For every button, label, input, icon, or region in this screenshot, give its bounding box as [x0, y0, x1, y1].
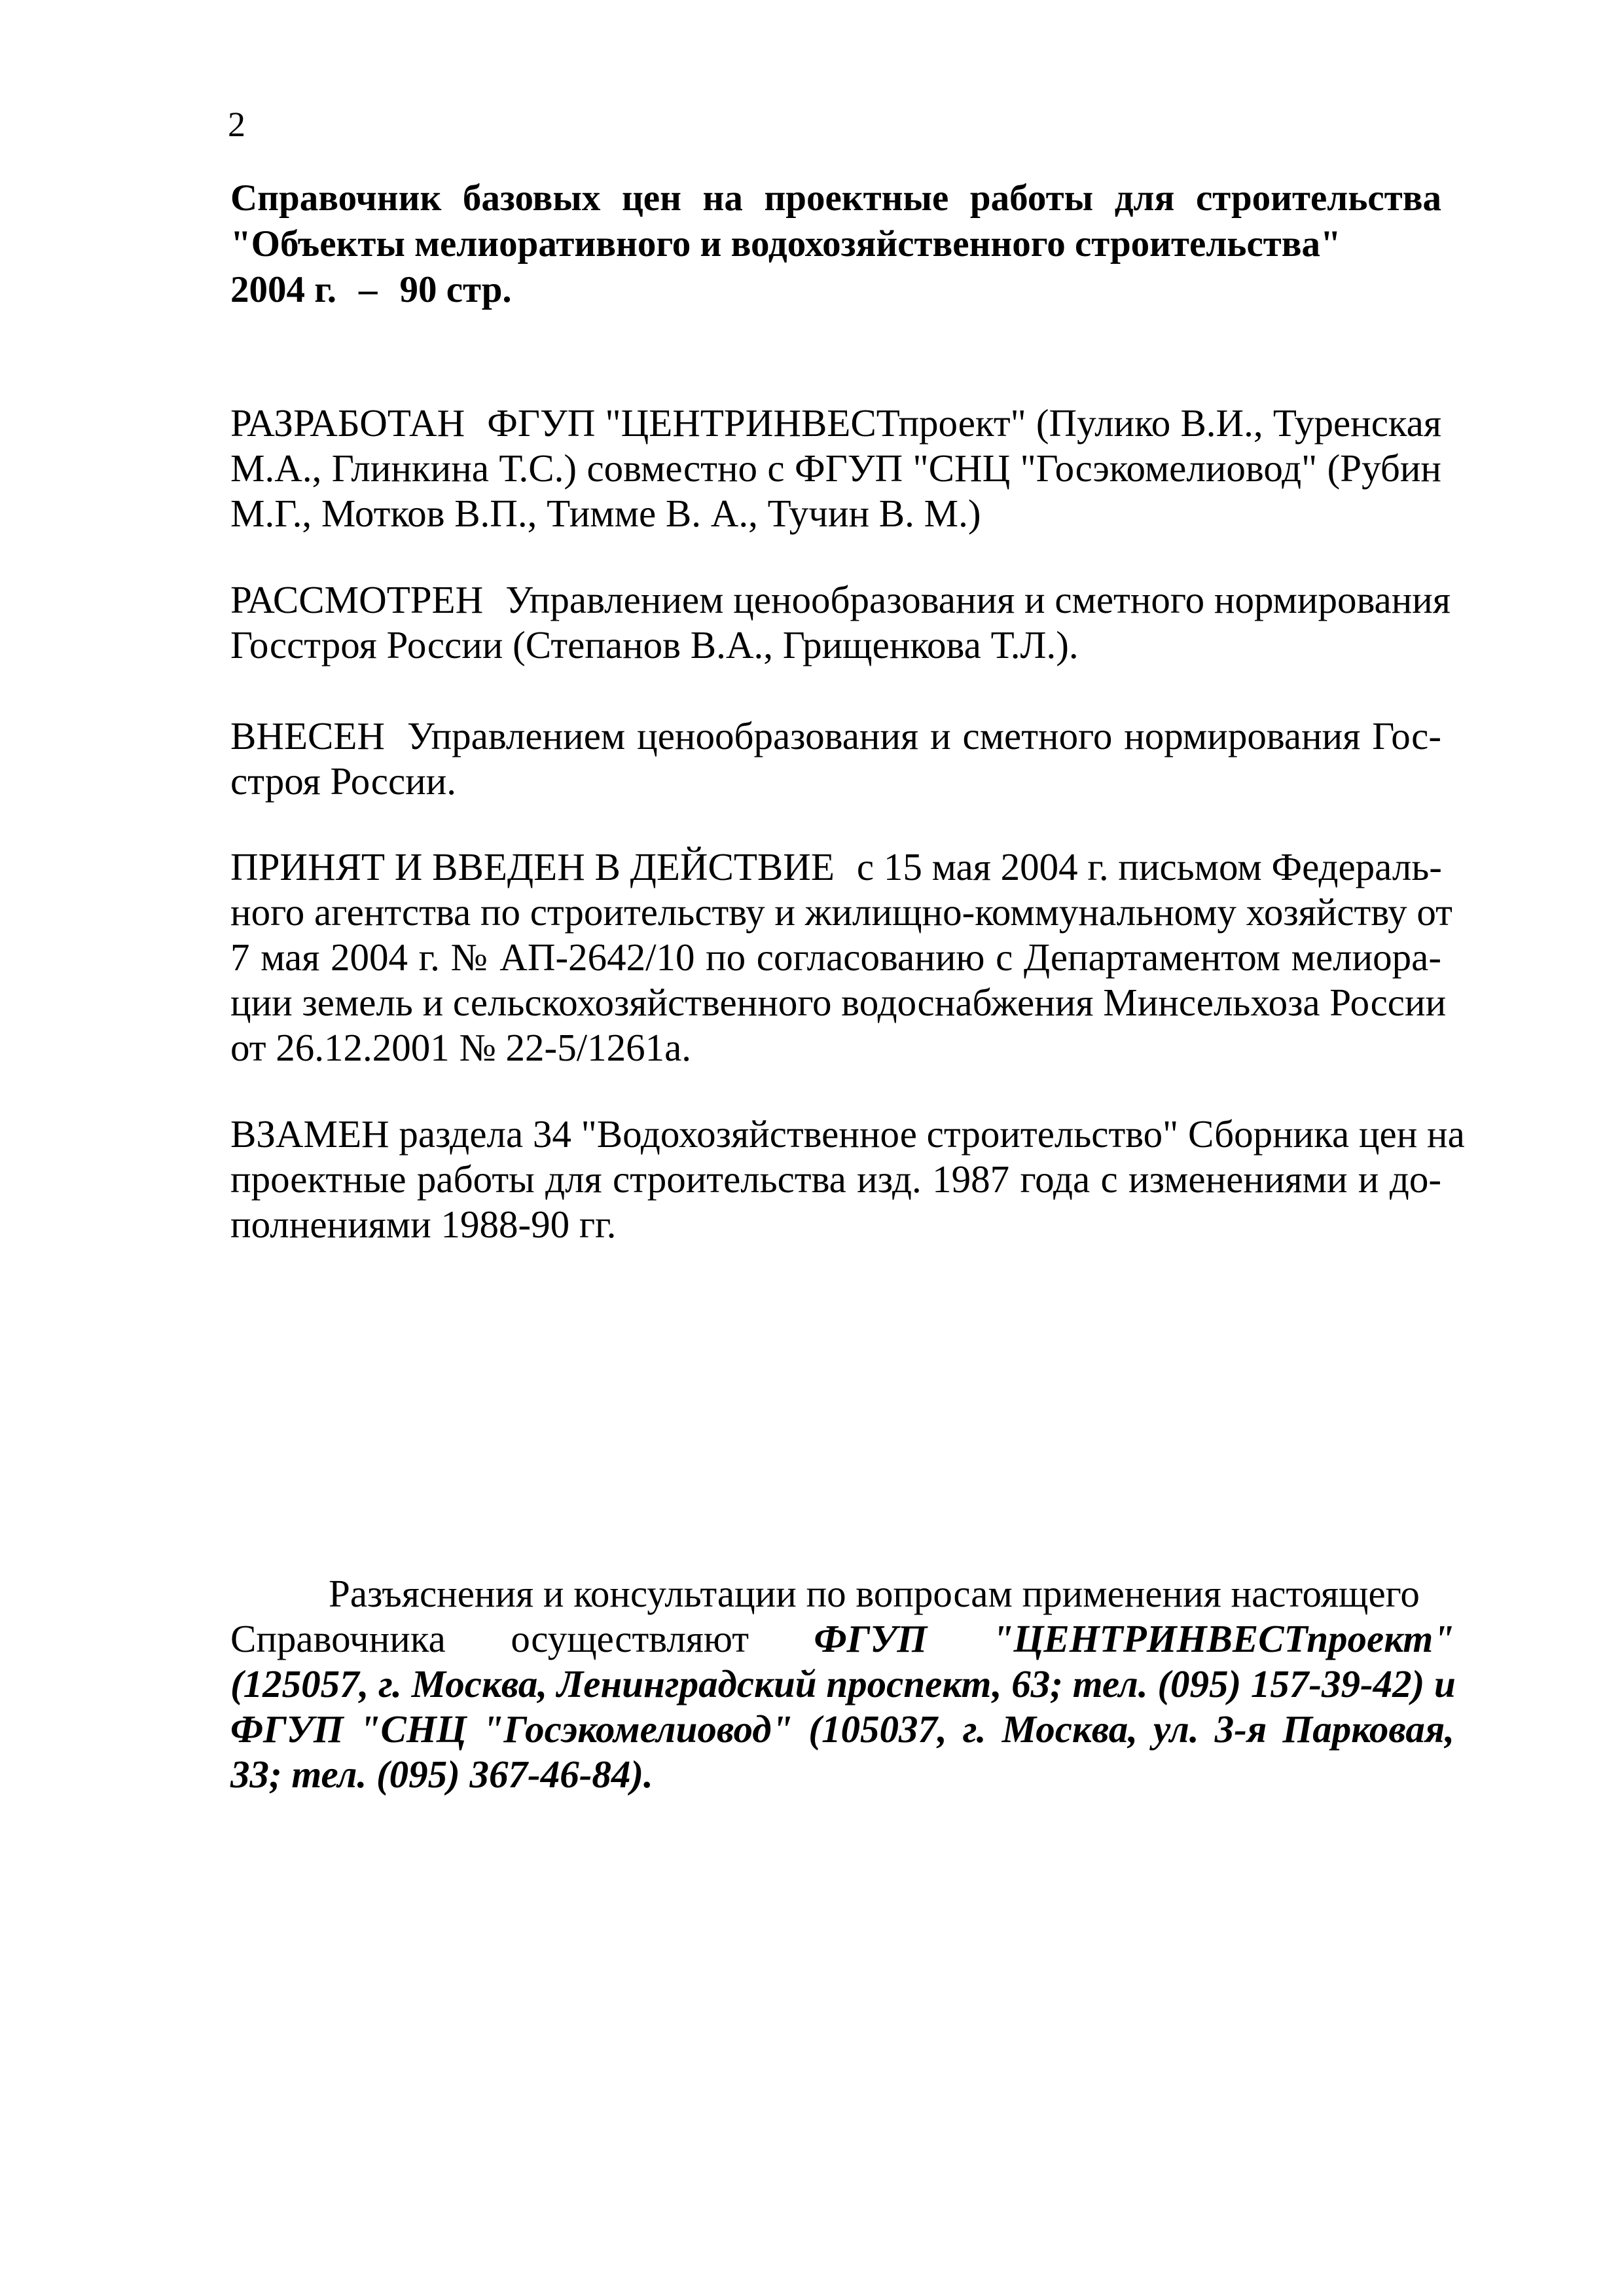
adopted-line-1-text: с 15 мая 2004 г. письмом Федераль-: [856, 845, 1442, 888]
submitted-line-1: [230, 714, 1441, 759]
contacts-line-4: ФГУП "СНЦ "Госэкомелиовод" (105037, г. Москва, ул. 3-я Парковая,: [230, 1707, 1454, 1751]
replaces-line-3: полнениями 1988-90 гг.: [230, 1203, 617, 1246]
title-pages: 90 стр.: [399, 269, 512, 310]
reviewed-lead: РАССМОТРЕН: [230, 578, 484, 621]
adopted-line-1: [230, 845, 1441, 890]
contacts-line-2-text: Справочника осуществляют: [230, 1617, 749, 1660]
page-number: 2: [228, 105, 245, 144]
title-dash: –: [358, 269, 378, 310]
developed-line-2: М.А., Глинкина Т.С.) совместно с ФГУП "СНЦ "Госэкомелиовод" (Рубин: [230, 446, 1441, 490]
developed-line-1-text: ФГУП "ЦЕНТРИНВЕСТпроект" (Пулико В.И., Туренская: [487, 401, 1441, 445]
contacts-paragraph: [230, 1571, 1454, 1797]
replaces-paragraph: [230, 1112, 1465, 1247]
reviewed-line-2: Госстроя России (Степанов В.А., Грищенкова Т.Л.).: [230, 623, 1079, 666]
title-line-2: "Объекты мелиоративного и водохозяйственного строительства": [230, 223, 1341, 264]
contacts-org-1: ФГУП "ЦЕНТРИНВЕСТпроект": [814, 1617, 1454, 1660]
replaces-line-1: ВЗАМЕН раздела 34 "Водохозяйственное строительство" Сборника цен на: [230, 1112, 1465, 1156]
reviewed-paragraph: [230, 577, 1451, 668]
contacts-line-1: Разъяснения и консультации по вопросам применения настоящего: [329, 1572, 1420, 1615]
submitted-line-1-text: Управлением ценообразования и сметного нормирования Гос-: [407, 714, 1441, 757]
contacts-line-5: 33; тел. (095) 367-46-84).: [230, 1753, 653, 1796]
contacts-line-2: [230, 1616, 1454, 1662]
contacts-line-3: (125057, г. Москва, Ленинградский проспект, 63; тел. (095) 157-39-42) и: [230, 1662, 1456, 1705]
title-year: 2004 г.: [230, 269, 336, 310]
adopted-lead: ПРИНЯТ И ВВЕДЕН В ДЕЙСТВИЕ: [230, 845, 835, 888]
document-title: [230, 175, 1441, 313]
adopted-line-2: ного агентства по строительству и жилищно-коммунальному хозяйству от: [230, 890, 1452, 934]
submitted-line-2: строя России.: [230, 759, 457, 803]
developed-line-1: [230, 401, 1441, 446]
title-line-3: [230, 267, 1441, 313]
title-line-1: Справочник базовых цен на проектные работы для строительства: [230, 177, 1441, 219]
reviewed-line-1-text: Управлением ценообразования и сметного нормирования: [505, 578, 1451, 621]
developed-paragraph: [230, 401, 1441, 536]
adopted-line-5: от 26.12.2001 № 22-5/1261а.: [230, 1026, 692, 1069]
adopted-line-4: ции земель и сельскохозяйственного водоснабжения Минсельхоза России: [230, 981, 1447, 1024]
adopted-paragraph: [230, 845, 1452, 1070]
reviewed-line-1: [230, 577, 1451, 623]
submitted-lead: ВНЕСЕН: [230, 714, 385, 757]
developed-lead: РАЗРАБОТАН: [230, 401, 465, 445]
developed-line-3: М.Г., Мотков В.П., Тимме В. А., Тучин В. М.): [230, 492, 981, 535]
submitted-paragraph: [230, 714, 1441, 804]
replaces-line-2: проектные работы для строительства изд. 1987 года с изменениями и до-: [230, 1157, 1441, 1201]
adopted-line-3: 7 мая 2004 г. № АП-2642/10 по согласованию с Департаментом мелиора-: [230, 936, 1441, 979]
